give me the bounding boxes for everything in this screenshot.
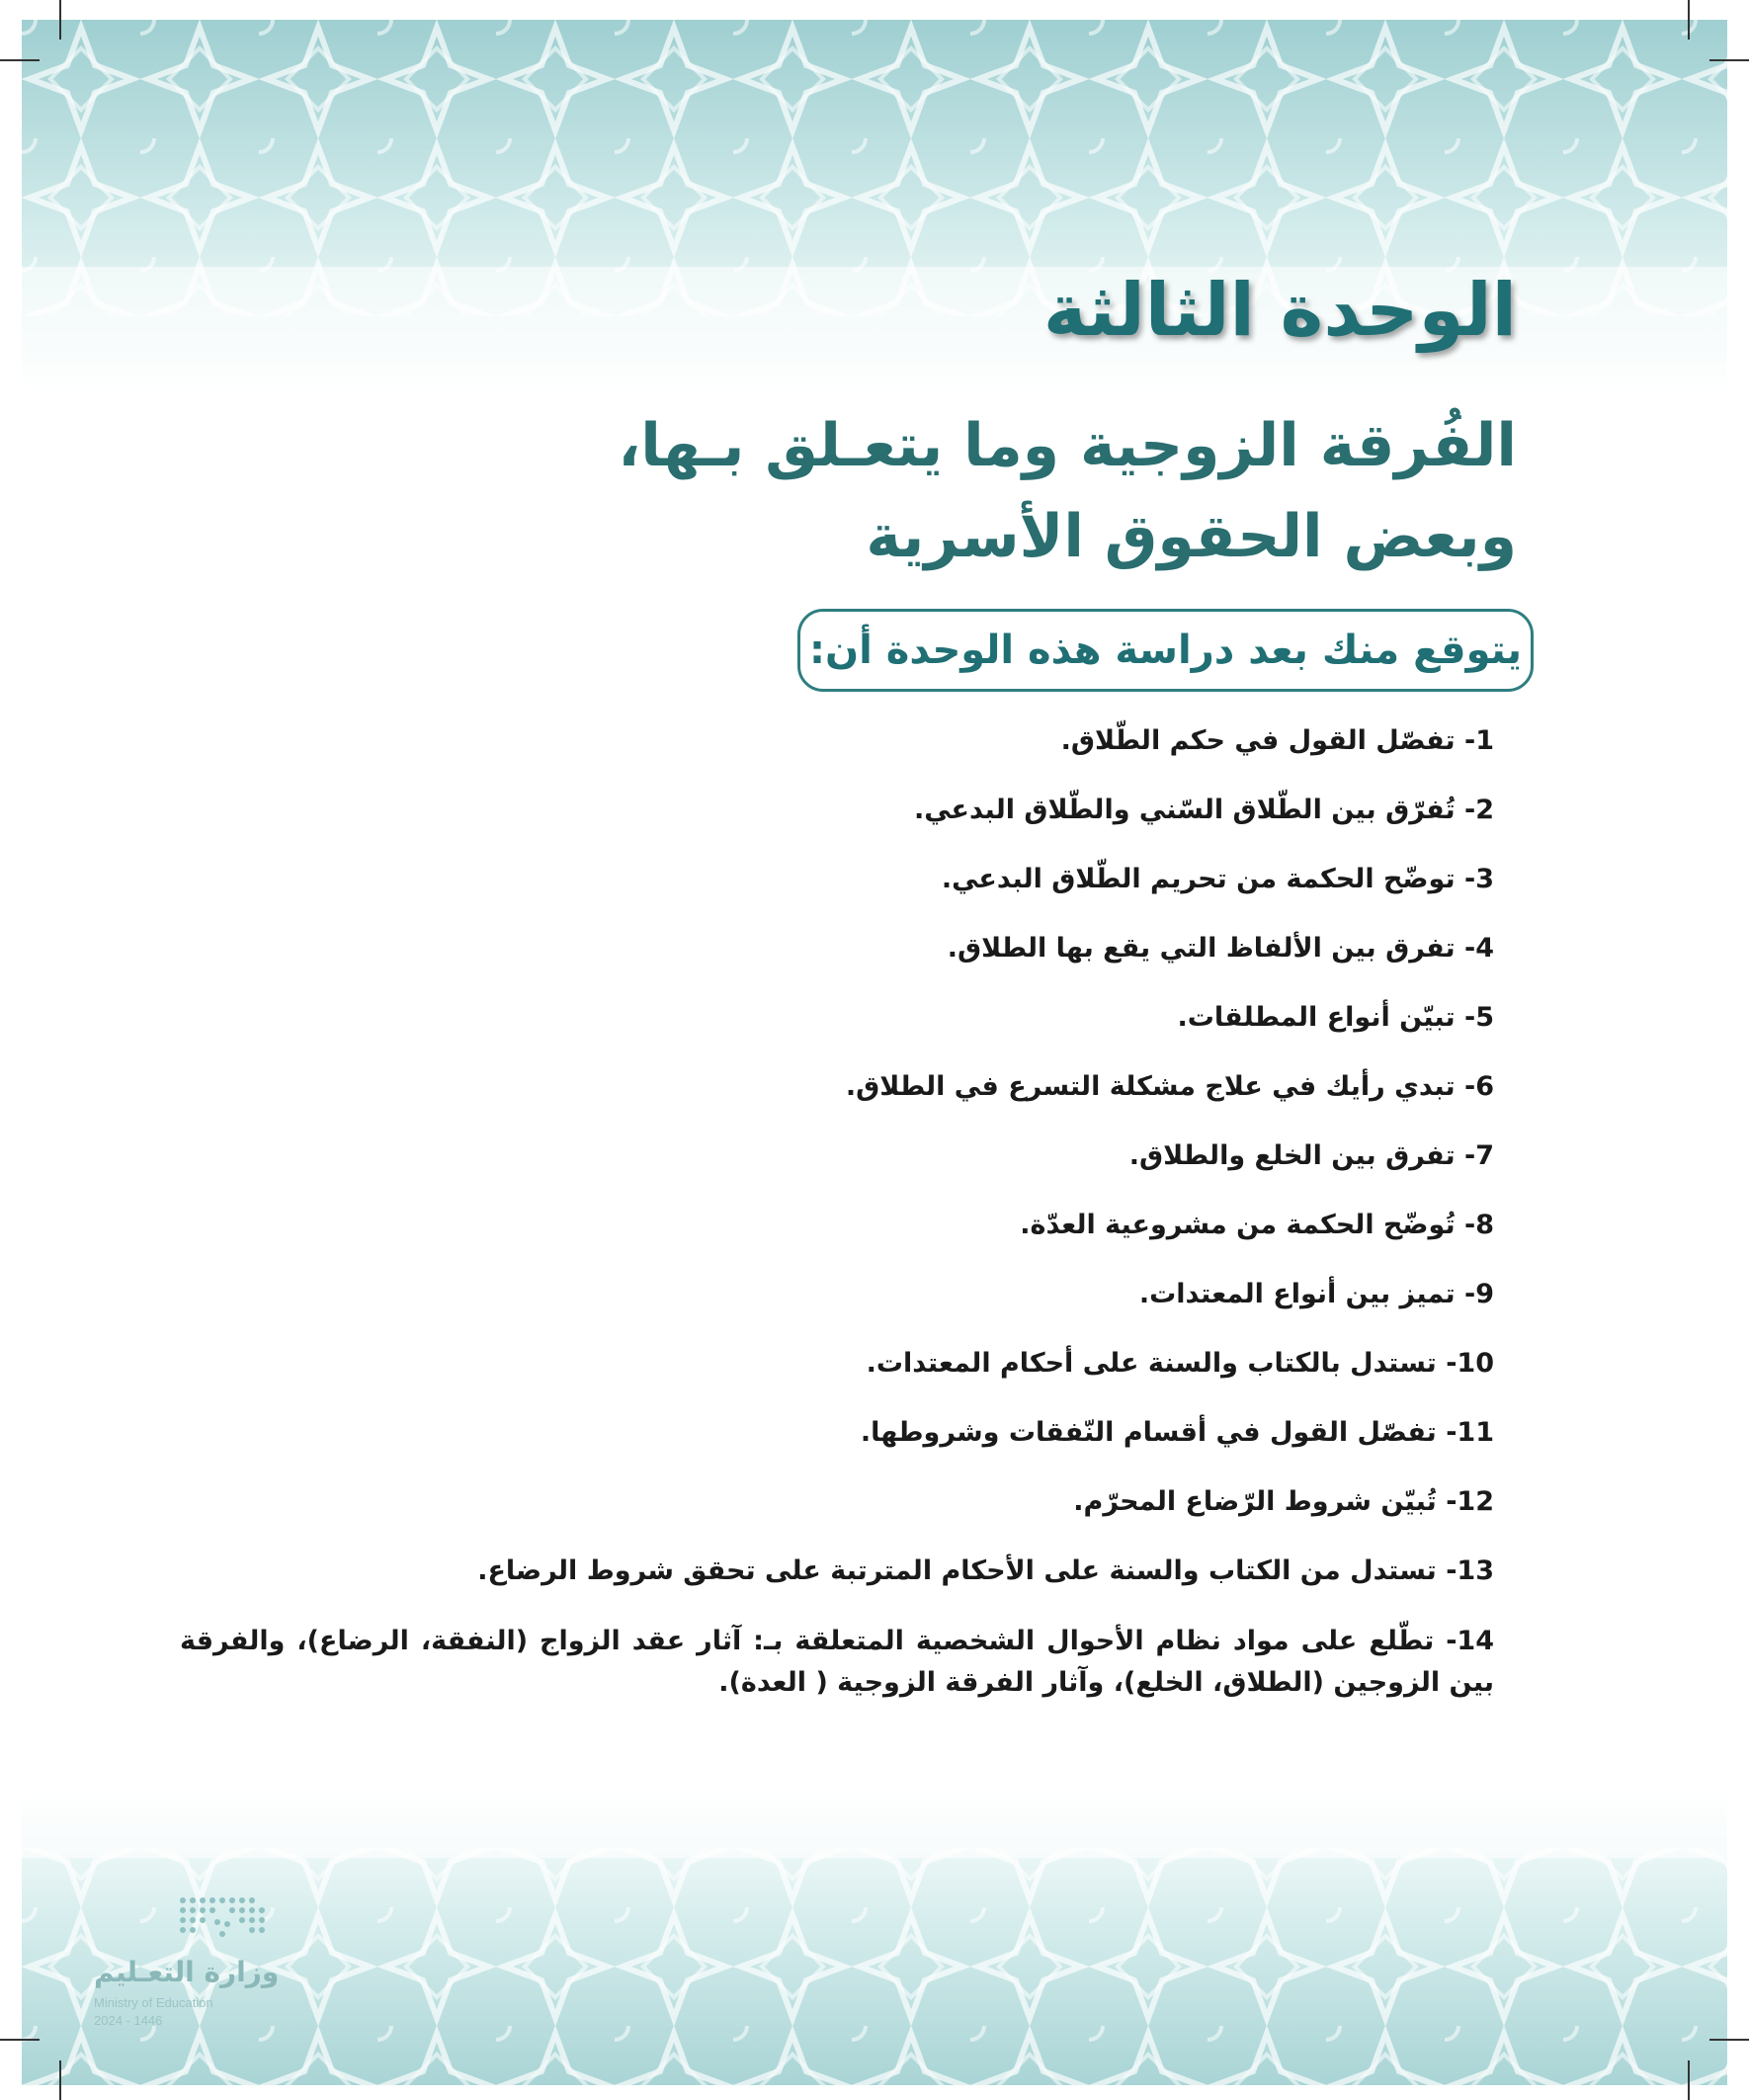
objective-item: 6- تبدي رأيك في علاج مشكلة التسرع في الطلاق. <box>845 1071 1494 1102</box>
objective-item: 14- تطّلع على مواد نظام الأحوال الشخصية المتعلقة بـ: آثار عقد الزواج (النفقة، الرضاع)، والفرقة بين الزوجين (الطلاق، الخلع)، وآثار الفرقة الزوجية ( العدة). <box>180 1626 1494 1698</box>
crop-mark <box>1688 0 1690 40</box>
crop-mark <box>0 2039 40 2041</box>
edition-year: 2024 - 1446 <box>94 2013 163 2028</box>
unit-subtitle-line: الفُرقة الزوجية وما يتعـلق بـها، <box>618 411 1517 480</box>
crop-mark <box>59 2060 61 2100</box>
objective-item: 4- تفرق بين الألفاظ التي يقع بها الطلاق. <box>947 933 1494 964</box>
ministry-name-arabic: وزارة التعـليم <box>94 1956 280 1988</box>
objective-item: 12- تُبيّن شروط الرّضاع المحرّم. <box>1073 1486 1494 1517</box>
ministry-name-english: Ministry of Education <box>94 1995 213 2010</box>
objectives-heading-box <box>797 609 1534 692</box>
objective-item: 8- تُوضّح الحكمة من مشروعية العدّة. <box>1020 1210 1494 1240</box>
objectives-list <box>180 721 1494 1704</box>
objective-item: 9- تميز بين أنواع المعتدات. <box>1138 1279 1494 1309</box>
crop-mark <box>0 59 40 61</box>
objective-item: 5- تبيّن أنواع المطلقات. <box>1177 1002 1494 1033</box>
objective-item: 2- تُفرّق بين الطّلاق السّني والطّلاق البدعي. <box>913 795 1494 825</box>
crop-mark <box>59 0 61 40</box>
objective-item: 1- تفصّل القول في حكم الطّلاق. <box>1060 725 1494 756</box>
ministry-logo <box>94 1892 280 2041</box>
bottom-pattern-banner <box>22 1789 1727 2085</box>
unit-subtitle <box>618 400 1517 582</box>
unit-title: الوحدة الثالثة <box>1042 268 1517 353</box>
ministry-logo-icon <box>173 1892 272 1952</box>
crop-mark <box>1688 2060 1690 2100</box>
crop-mark <box>1709 59 1749 61</box>
objective-item: 7- تفرق بين الخلع والطلاق. <box>1128 1140 1494 1171</box>
objective-item: 3- توضّح الحكمة من تحريم الطّلاق البدعي. <box>941 864 1494 894</box>
unit-subtitle-line: وبعض الحقوق الأسرية <box>866 502 1517 571</box>
objective-item: 10- تستدل بالكتاب والسنة على أحكام المعتدات. <box>866 1348 1494 1379</box>
crop-mark <box>1709 2039 1749 2041</box>
objective-item: 11- تفصّل القول في أقسام النّفقات وشروطها. <box>860 1417 1494 1448</box>
objective-item: 13- تستدل من الكتاب والسنة على الأحكام المترتبة على تحقق شروط الرضاع. <box>477 1555 1494 1586</box>
objectives-heading: يتوقع منك بعد دراسة هذه الوحدة أن: <box>808 628 1523 673</box>
